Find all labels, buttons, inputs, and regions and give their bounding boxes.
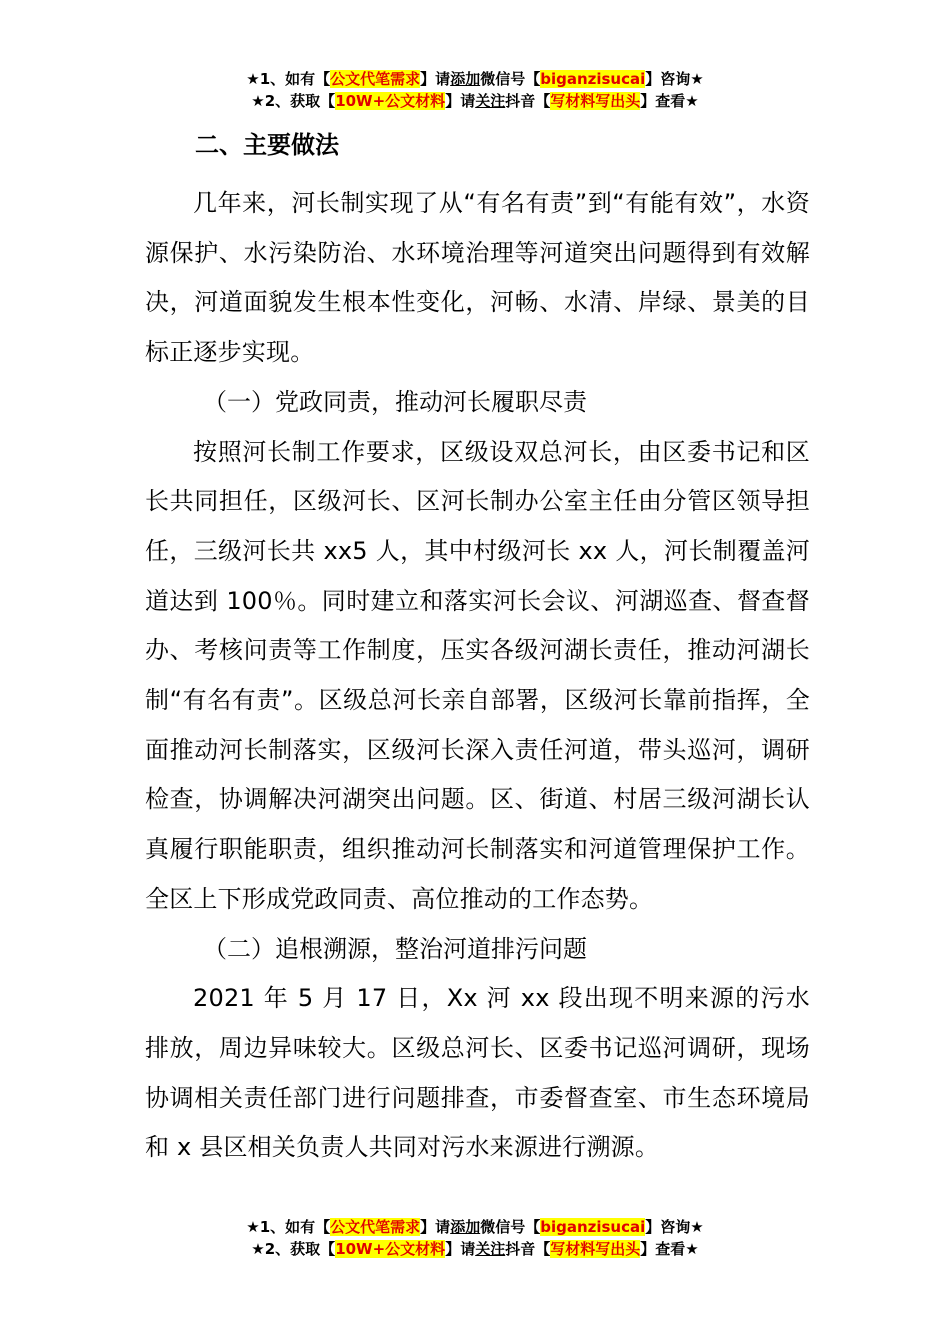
banner-text: 】请 bbox=[420, 1218, 451, 1236]
document-body bbox=[145, 125, 810, 1173]
banner-text: 微信号【 bbox=[480, 70, 541, 88]
banner-underlined: 关注 bbox=[475, 92, 506, 110]
banner-underlined: 添加 bbox=[450, 1218, 481, 1236]
banner-text: ★2、获取【 bbox=[251, 92, 336, 110]
banner-highlight: 写材料写出头 bbox=[550, 92, 641, 110]
intro-paragraph: 几年来，河长制实现了从“有名有责”到“有能有效”，水资源保护、水污染防治、水环境治理等河道突出问题得到有效解决，河道面貌发生根本性变化，河畅、水清、岸绿、景美的目标正逐步实现。 bbox=[145, 189, 810, 367]
subsection-2-title: （二）追根溯源，整治河道排污问题 bbox=[203, 934, 587, 963]
banner-text: 】咨询★ bbox=[645, 70, 704, 88]
banner-text: 】请 bbox=[420, 70, 451, 88]
banner-highlight: 写材料写出头 bbox=[550, 1240, 641, 1258]
banner-highlight: 公文代笔需求 bbox=[330, 70, 421, 88]
banner-text: ★1、如有【 bbox=[246, 1218, 331, 1236]
banner-text: 】请 bbox=[445, 92, 476, 110]
banner-text: ★1、如有【 bbox=[246, 70, 331, 88]
banner-text: 】查看★ bbox=[640, 92, 699, 110]
banner-highlight: biganzisucai bbox=[540, 70, 646, 88]
banner-highlight: 10W+公文材料 bbox=[335, 1240, 446, 1258]
banner-highlight: 公文代笔需求 bbox=[330, 1218, 421, 1236]
banner-text: 】请 bbox=[445, 1240, 476, 1258]
banner-highlight: 10W+公文材料 bbox=[335, 92, 446, 110]
banner-highlight: biganzisucai bbox=[540, 1218, 646, 1236]
banner-text: 】查看★ bbox=[640, 1240, 699, 1258]
banner-underlined: 关注 bbox=[475, 1240, 506, 1258]
banner-text: 】咨询★ bbox=[645, 1218, 704, 1236]
banner-underlined: 添加 bbox=[450, 70, 481, 88]
banner-line-1 bbox=[0, 68, 950, 90]
banner-text: 抖音【 bbox=[505, 1240, 551, 1258]
section-heading: 二、主要做法 bbox=[195, 131, 339, 159]
banner-text: 微信号【 bbox=[480, 1218, 541, 1236]
banner-text: 抖音【 bbox=[505, 92, 551, 110]
subsection-1-paragraph: 按照河长制工作要求，区级设双总河长，由区委书记和区长共同担任，区级河长、区河长制办公室主任由分管区领导担任，三级河长共 xx5 人，其中村级河长 xx 人，河长制覆盖河道达到 100％。同时建立和落实河长会议、河湖巡查、督查督办、考核问责等工作制度，压实各级河湖长责任，推动河湖长制“有名有责”。区级总河长亲自部署，区级河长靠前指挥，全面推动河长制落实，区级河长深入责任河道，带头巡河，调研检查，协调解决河湖突出问题。区、街道、村居三级河湖长认真履行职能职责，组织推动河长制落实和河道管理保护工作。全区上下形成党政同责、高位推动的工作态势。 bbox=[145, 437, 810, 913]
banner-line-2 bbox=[0, 1238, 950, 1260]
banner-line-1 bbox=[0, 1216, 950, 1238]
header-banner bbox=[0, 68, 950, 112]
banner-text: ★2、获取【 bbox=[251, 1240, 336, 1258]
subsection-2-paragraph: 2021 年 5 月 17 日，Xx 河 xx 段出现不明来源的污水排放，周边异味较大。区级总河长、区委书记巡河调研，现场协调相关责任部门进行问题排查，市委督查室、市生态环境局和 x 县区相关负责人共同对污水来源进行溯源。 bbox=[145, 984, 810, 1162]
footer-banner bbox=[0, 1216, 950, 1260]
banner-line-2 bbox=[0, 90, 950, 112]
subsection-1-title: （一）党政同责，推动河长履职尽责 bbox=[203, 387, 587, 416]
